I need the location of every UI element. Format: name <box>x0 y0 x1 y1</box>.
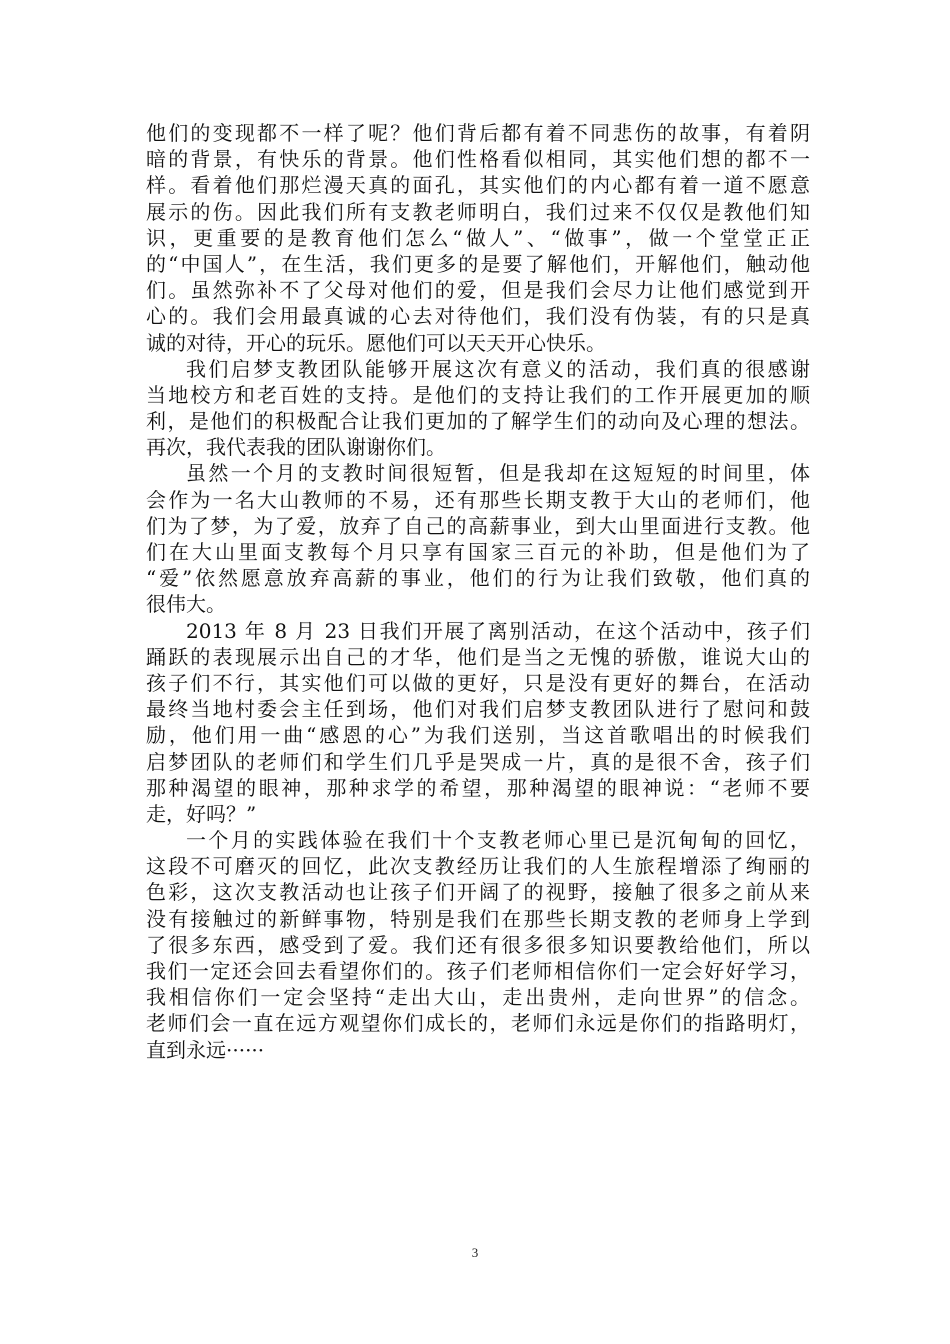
body-text <box>146 120 810 1063</box>
text-line: 们在大山里面支教每个月只享有国家三百元的补助，但是他们为了 <box>146 540 810 564</box>
text-line: 们为了梦，为了爱，放弃了自己的高薪事业，到大山里面进行支教。他 <box>146 513 810 538</box>
paragraph <box>146 618 810 828</box>
text-line: 没有接触过的新鲜事物，特别是我们在那些长期支教的老师身上学到 <box>146 906 810 931</box>
paragraph <box>146 460 810 617</box>
text-line: “爱”依然愿意放弃高薪的事业，他们的行为让我们致敬，他们真的 <box>146 566 810 591</box>
text-line: 样。看着他们那烂漫天真的面孔，其实他们的内心都有着一道不愿意 <box>146 173 810 198</box>
text-line: 诚的对待，开心的玩乐。愿他们可以天天开心快乐。 <box>146 330 606 355</box>
text-line: 踊跃的表现展示出自己的才华，他们是当之无愧的骄傲，谁说大山的 <box>146 644 810 669</box>
text-line: 心的。我们会用最真诚的心去对待他们，我们没有伪装，有的只是真 <box>146 304 810 329</box>
text-line: 一个月的实践体验在我们十个支教老师心里已是沉甸甸的回忆， <box>186 828 810 853</box>
paragraph <box>146 120 810 356</box>
text-line: 最终当地村委会主任到场，他们对我们启梦支教团队进行了慰问和鼓 <box>146 697 810 722</box>
paragraph <box>146 356 810 461</box>
text-line: 我相信你们一定会坚持“走出大山，走出贵州，走向世界”的信念。 <box>146 985 810 1010</box>
text-line: 识，更重要的是教育他们怎么“做人”、“做事”，做一个堂堂正正 <box>146 225 810 250</box>
text-line: 虽然一个月的支教时间很短暂，但是我却在这短短的时间里，体 <box>186 461 810 486</box>
text-line: 他们的变现都不一样了呢？他们背后都有着不同悲伤的故事，有着阴 <box>146 121 810 145</box>
text-line: 色彩，这次支教活动也让孩子们开阔了的视野，接触了很多之前从来 <box>146 880 810 905</box>
text-line: 了很多东西，感受到了爱。我们还有很多很多知识要教给他们，所以 <box>146 932 810 957</box>
text-line: 再次，我代表我的团队谢谢你们。 <box>146 435 446 460</box>
text-line: 利，是他们的积极配合让我们更加的了解学生们的动向及心理的想法。 <box>146 409 810 434</box>
text-line: 励，他们用一曲“感恩的心”为我们送别，当这首歌唱出的时候我们 <box>146 723 810 748</box>
text-line: 孩子们不行，其实他们可以做的更好，只是没有更好的舞台，在活动 <box>146 670 810 695</box>
text-line: 很伟大。 <box>146 592 226 617</box>
text-line: 我们一定还会回去看望你们的。孩子们老师相信你们一定会好好学习， <box>146 959 810 983</box>
page-number: 3 <box>471 1245 479 1260</box>
text-line: 直到永远······ <box>146 1037 265 1062</box>
text-line: 当地校方和老百姓的支持。是他们的支持让我们的工作开展更加的顺 <box>146 382 810 407</box>
text-line: 的“中国人”，在生活，我们更多的是要了解他们，开解他们，触动他 <box>146 251 810 276</box>
text-line: 展示的伤。因此我们所有支教老师明白，我们过来不仅仅是教他们知 <box>146 199 810 224</box>
text-line: 会作为一名大山教师的不易，还有那些长期支教于大山的老师们，他 <box>146 487 810 512</box>
text-line: 启梦团队的老师们和学生们几乎是哭成一片，真的是很不舍，孩子们 <box>146 749 810 774</box>
text-line: 们。虽然弥补不了父母对他们的爱，但是我们会尽力让他们感觉到开 <box>146 278 810 303</box>
text-line: 2013 年 8 月 23 日我们开展了离别活动，在这个活动中，孩子们 <box>186 618 810 643</box>
text-line: 这段不可磨灭的回忆，此次支教经历让我们的人生旅程增添了绚丽的 <box>146 854 810 879</box>
text-line: 那种渴望的眼神，那种求学的希望，那种渴望的眼神说：“老师不要 <box>146 775 810 800</box>
paragraph <box>146 827 810 1063</box>
text-line: 暗的背景，有快乐的背景。他们性格看似相同，其实他们想的都不一 <box>146 147 810 172</box>
text-line: 我们启梦支教团队能够开展这次有意义的活动，我们真的很感谢 <box>186 356 810 381</box>
text-line: 走，好吗？” <box>146 801 257 826</box>
text-line: 老师们会一直在远方观望你们成长的，老师们永远是你们的指路明灯， <box>146 1011 810 1036</box>
